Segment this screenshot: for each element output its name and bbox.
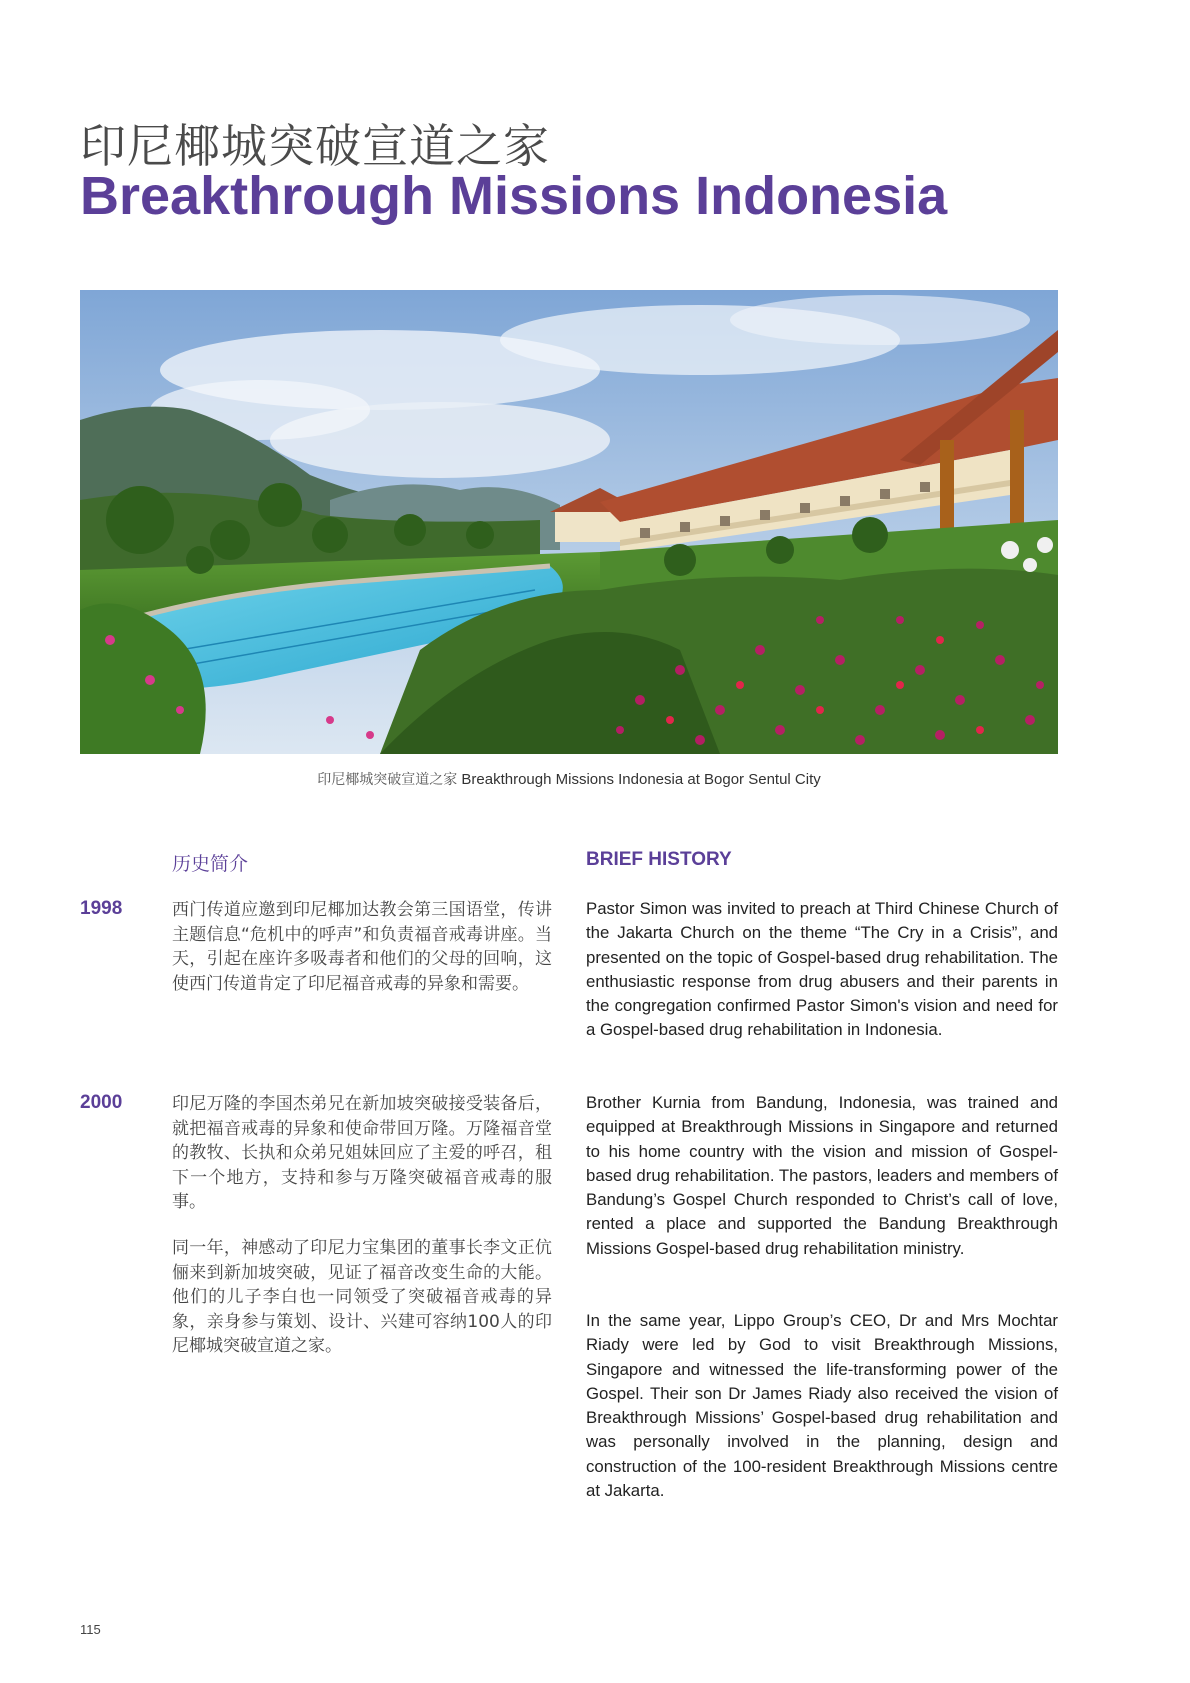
section-heading-english: BRIEF HISTORY <box>586 849 732 870</box>
section-heading-chinese: 历史简介 <box>172 853 249 875</box>
page-title-english: Breakthrough Missions Indonesia <box>80 166 948 226</box>
page-number: 115 <box>80 1622 101 1637</box>
photo-caption-english: Breakthrough Missions Indonesia at Bogor Sentul City <box>461 771 821 788</box>
history-1998-english: Pastor Simon was invited to preach at Third Chinese Church of the Jakarta Church on the theme “The Cry in a Crisis”, and presented on the topic of Gospel-based drug rehabilitation. The enthusiastic response from drug abusers and their parents in the congregation confirmed Pastor Simon's vision and need for a Gospel-based drug rehabilitation in Indonesia. <box>586 899 1058 1040</box>
year-label-1998: 1998 <box>80 898 123 919</box>
history-2000-chinese: 印尼万隆的李国杰弟兄在新加坡突破接受装备后，就把福音戒毒的异象和使命带回万隆。万隆福音堂的教牧、长执和众弟兄姐妹回应了主爱的呼召，租下一个地方，支持和参与万隆突破福音戒毒的服事。 <box>172 1094 552 1212</box>
history-2000-chinese-second: 同一年，神感动了印尼力宝集团的董事长李文正伉俪来到新加坡突破，见证了福音改变生命的大能。他们的儿子李白也一同领受了突破福音戒毒的异象，亲身参与策划、设计、兴建可容纳100人的印尼椰城突破宣道之家。 <box>172 1238 552 1356</box>
history-2000-english: Brother Kurnia from Bandung, Indonesia, was trained and equipped at Breakthrough Missions in Singapore and returned to his home country with the vision and mission of Gospel-based drug rehabilitation. The pastors, leaders and members of Bandung’s Gospel Church responded to Christ’s call of love, rented a place and supported the Bandung Breakthrough Missions Gospel-based drug rehabilitation ministry. <box>586 1093 1058 1258</box>
history-2000-english-second: In the same year, Lippo Group’s CEO, Dr and Mrs Mochtar Riady were led by God to visit Breakthrough Missions, Singapore and witnessed the life-transforming power of the Gospel. Their son Dr James Riady also received the vision of Breakthrough Missions’ Gospel-based drug rehabilitation and was personally involved in the planning, design and construction of the 100-resident Breakthrough Missions centre at Jakarta. <box>586 1311 1058 1501</box>
photo-caption-chinese: 印尼椰城突破宣道之家 <box>317 772 458 788</box>
mission-centre-photo <box>80 290 1058 754</box>
photo-caption <box>80 769 1058 789</box>
page-title-chinese: 印尼椰城突破宣道之家 <box>80 119 550 173</box>
history-1998-chinese: 西门传道应邀到印尼椰加达教会第三国语堂，传讲主题信息“危机中的呼声”和负责福音戒毒讲座。当天，引起在座许多吸毒者和他们的父母的回响，这使西门传道肯定了印尼福音戒毒的异象和需要。 <box>172 900 552 994</box>
year-label-2000: 2000 <box>80 1092 123 1113</box>
